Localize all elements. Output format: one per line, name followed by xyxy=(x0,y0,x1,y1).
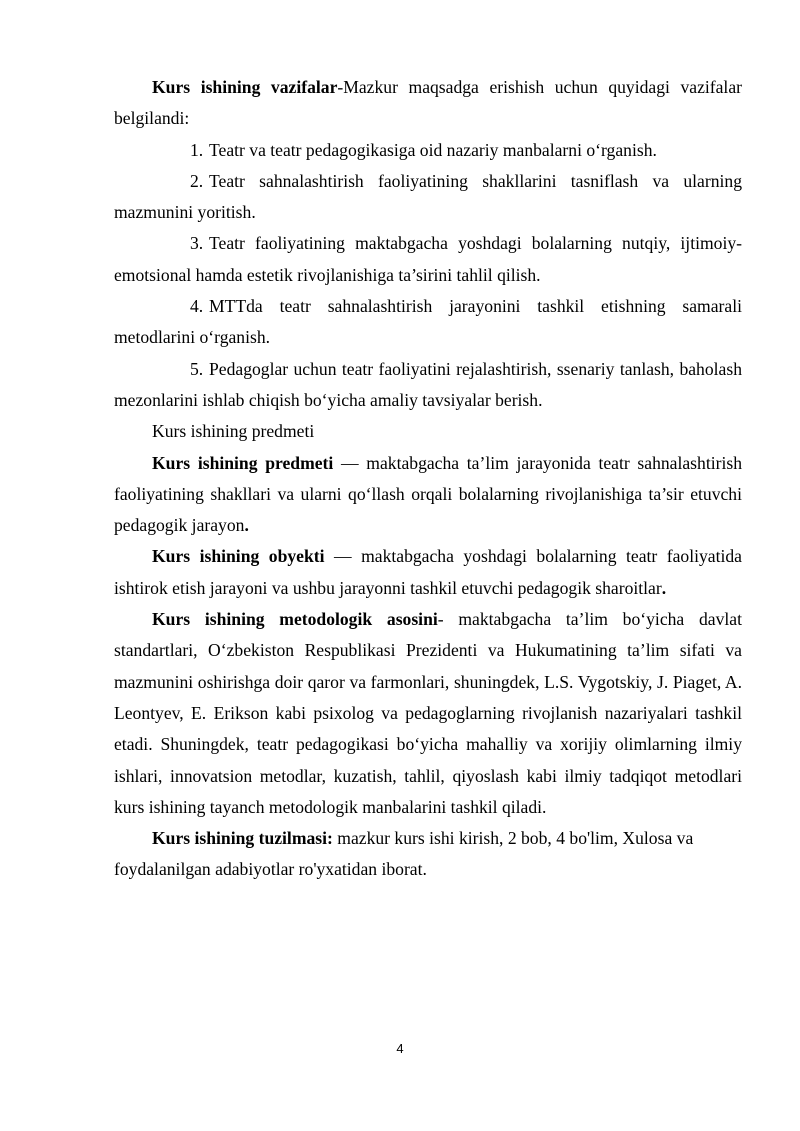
task-text: MTTda teatr sahnalashtirish jarayonini tashkil etishning samarali metodlarini o‘rganish. xyxy=(114,296,742,348)
task-number: 5. xyxy=(190,358,204,379)
object-paragraph xyxy=(114,541,742,604)
task-text: Teatr va teatr pedagogikasiga oid nazariy manbalarni o‘rganish. xyxy=(209,139,657,160)
tasks-intro-text: -Mazkur maqsadga erishish uchun quyidagi vazifalar belgilandi: xyxy=(114,77,742,129)
subject-paragraph xyxy=(114,448,742,542)
methodology-paragraph xyxy=(114,604,742,823)
structure-paragraph xyxy=(114,823,742,886)
page-number: 4 xyxy=(396,1041,404,1056)
subject-end: . xyxy=(244,515,249,536)
methodology-text: - maktabgacha ta’lim bo‘yicha davlat standartlari, O‘zbekiston Respublikasi Prezidenti va Hukumatining ta’lim sifati va mazmunini oshirishga doir qaror va farmonlari, shuningdek, L.S. Vygotskiy, J. Piaget, A. Leontyev, E. Erikson kabi psixolog va pedagoglarning rivojlanish nazariyalari tashkil etadi. Shuningdek, teatr pedagogikasi bo‘yicha mahalliy va xorijiy olimlarning ilmiy ishlari, innovatsion metodlar, kuzatish, tahlil, qiyoslash kabi ilmiy tadqiqot metodlari kurs ishining tayanch metodologik manbalarini tashkil qiladi. xyxy=(114,609,742,817)
structure-label: Kurs ishining tuzilmasi: xyxy=(152,828,333,849)
subject-label: Kurs ishining predmeti xyxy=(152,452,334,473)
task-number: 3. xyxy=(190,233,204,254)
task-item-4 xyxy=(114,291,742,354)
page-content xyxy=(114,72,742,886)
task-item-2 xyxy=(114,166,742,229)
task-item-5 xyxy=(114,354,742,417)
task-text: Pedagoglar uchun teatr faoliyatini rejalashtirish, ssenariy tanlash, baholash mezonlarini ishlab chiqish bo‘yicha amaliy tavsiyalar berish. xyxy=(114,358,742,410)
task-text: Teatr faoliyatining maktabgacha yoshdagi bolalarning nutqiy, ijtimoiy-emotsional hamda estetik rivojlanishiga ta’sirini tahlil qilish. xyxy=(114,233,742,285)
object-label: Kurs ishining obyekti xyxy=(152,546,325,567)
task-number: 4. xyxy=(190,296,204,317)
tasks-intro-heading: Kurs ishining vazifalar xyxy=(152,77,338,97)
subject-heading: Kurs ishining predmeti xyxy=(152,421,315,442)
task-item-1 xyxy=(114,135,742,166)
task-number: 1. xyxy=(190,139,204,160)
structure-text: mazkur kurs ishi kirish, 2 bob, 4 bo'lim, Xulosa va foydalanilgan adabiyotlar ro'yxatidan iborat. xyxy=(114,828,694,880)
task-text: Teatr sahnalashtirish faoliyatining shakllarini tasniflash va ularning mazmunini yoritish. xyxy=(114,170,742,223)
object-text: — maktabgacha yoshdagi bolalarning teatr faoliyatida ishtirok etish jarayoni va ushbu jarayonni tashkil etuvchi pedagogik sharoitlar xyxy=(114,546,742,598)
task-item-3 xyxy=(114,228,742,291)
subject-text: — maktabgacha ta’lim jarayonida teatr sahnalashtirish faoliyatining shakllari va ularni qo‘llash orqali bolalarning rivojlanishiga ta’sir etuvchi pedagogik jarayon xyxy=(114,452,742,536)
tasks-intro-paragraph xyxy=(114,72,742,135)
task-number: 2. xyxy=(190,170,204,191)
object-end: . xyxy=(661,577,667,598)
methodology-label: Kurs ishining metodologik asosini xyxy=(152,609,438,630)
